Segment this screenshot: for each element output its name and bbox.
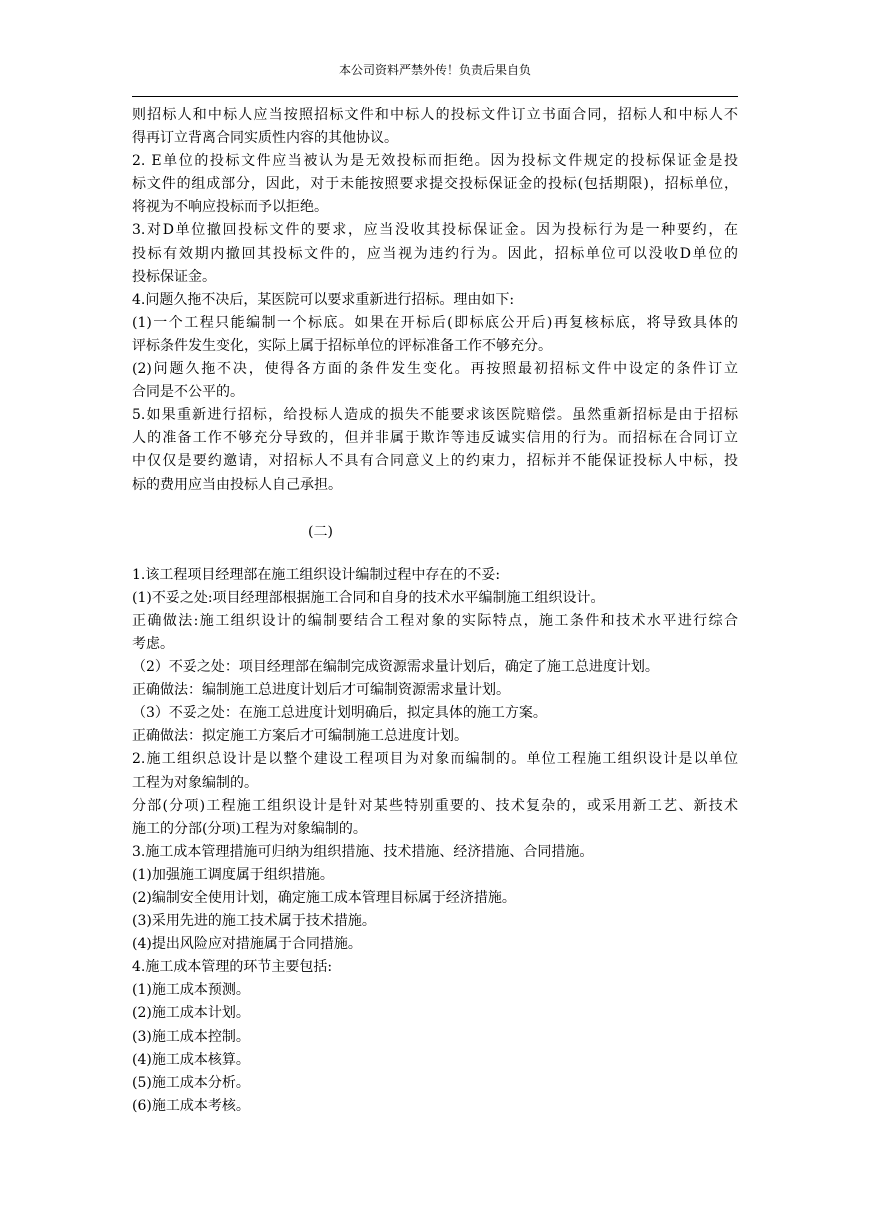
page-header-notice: 本公司资料严禁外传！负责后果自负 bbox=[338, 63, 531, 77]
text-line: (5)施工成本分析。 bbox=[132, 1074, 250, 1091]
text-line: (1)不妥之处:项目经理部根据施工合同和自身的技术水平编制施工组织设计。 bbox=[132, 589, 605, 606]
blank-line bbox=[132, 544, 738, 564]
text-line: （3）不妥之处：在施工总进度计划明确后，拟定具体的施工方案。 bbox=[132, 705, 547, 722]
text-line: 工程为对象编制的。 bbox=[132, 774, 258, 791]
text-line: (6)施工成本考核。 bbox=[132, 1097, 250, 1114]
text-line: 将视为不响应投标而予以拒绝。 bbox=[132, 199, 328, 216]
text-line: (2)施工成本计划。 bbox=[132, 1005, 250, 1022]
text-line: (1)加强施工调度属于组织措施。 bbox=[132, 866, 334, 883]
section-heading: (二) bbox=[308, 523, 333, 540]
blank-line bbox=[132, 497, 738, 521]
text-line: 正确做法:施工组织设计的编制要结合工程对象的实际特点，施工条件和技术水平进行综合 bbox=[132, 612, 738, 629]
text-line: 得再订立背离合同实质性内容的其他协议。 bbox=[132, 130, 398, 147]
text-line: (1)施工成本预测。 bbox=[132, 982, 250, 999]
text-line: 施工的分部(分项)工程为对象编制的。 bbox=[132, 820, 367, 837]
text-line: 3.施工成本管理措施可归纳为组织措施、技术措施、经济措施、合同措施。 bbox=[132, 843, 594, 860]
text-line: 投标保证金。 bbox=[132, 268, 216, 285]
text-line: 考虑。 bbox=[132, 635, 174, 652]
text-line: （2）不妥之处：项目经理部在编制完成资源需求量计划后，确定了施工总进度计划。 bbox=[132, 659, 659, 676]
text-line: 人的准备工作不够充分导致的，但并非属于欺诈等违反诚实信用的行为。而招标在合同订立 bbox=[132, 430, 738, 447]
text-line: 分部(分项)工程施工组织设计是针对某些特别重要的、技术复杂的，或采用新工艺、新技术 bbox=[132, 797, 738, 814]
text-line: 正确做法：拟定施工方案后才可编制施工总进度计划。 bbox=[132, 728, 468, 745]
text-line: (2)编制安全使用计划，确定施工成本管理目标属于经济措施。 bbox=[132, 890, 516, 906]
text-line: (4)施工成本核算。 bbox=[132, 1051, 250, 1068]
text-line: (4)提出风险应对措施属于合同措施。 bbox=[132, 936, 362, 953]
text-line: 标文件的组成部分，因此，对于未能按照要求提交投标保证金的投标(包括期限)，招标单位， bbox=[132, 176, 738, 193]
text-line: 4.问题久拖不决后，某医院可以要求重新进行招标。理由如下: bbox=[132, 291, 515, 308]
text-line: 投标有效期内撤回其投标文件的，应当视为违约行为。因此，招标单位可以没收D单位的 bbox=[132, 245, 738, 262]
text-line: (1)一个工程只能编制一个标底。如果在开标后(即标底公开后)再复核标底，将导致具体的 bbox=[132, 314, 738, 331]
text-line: 中仅仅是要约邀请，对招标人不具有合同意义上的约束力，招标并不能保证投标人中标，投 bbox=[132, 453, 738, 470]
text-line: 评标条件发生变化，实际上属于招标单位的评标准备工作不够充分。 bbox=[132, 337, 552, 354]
text-line: 2. E单位的投标文件应当被认为是无效投标而拒绝。因为投标文件规定的投标保证金是投 bbox=[132, 153, 738, 170]
text-line: 标的费用应当由投标人自己承担。 bbox=[132, 476, 342, 493]
text-line: 则招标人和中标人应当按照招标文件和中标人的投标文件订立书面合同，招标人和中标人不 bbox=[132, 107, 738, 123]
header-divider bbox=[132, 96, 738, 97]
text-line: 2.施工组织总设计是以整个建设工程项目为对象而编制的。单位工程施工组织设计是以单位 bbox=[132, 751, 738, 768]
text-line: 5.如果重新进行招标，给投标人造成的损失不能要求该医院赔偿。虽然重新招标是由于招标 bbox=[132, 407, 738, 424]
text-line: 4.施工成本管理的环节主要包括: bbox=[132, 959, 333, 976]
text-line: 1.该工程项目经理部在施工组织设计编制过程中存在的不妥: bbox=[132, 566, 501, 583]
text-line: (3)采用先进的施工技术属于技术措施。 bbox=[132, 913, 376, 930]
text-line: 正确做法：编制施工总进度计划后才可编制资源需求量计划。 bbox=[132, 682, 510, 699]
document-body bbox=[132, 104, 738, 1118]
text-line: 3.对D单位撤回投标文件的要求，应当没收其投标保证金。因为投标行为是一种要约，在 bbox=[132, 222, 738, 239]
text-line: (2)问题久拖不决，使得各方面的条件发生变化。再按照最初招标文件中设定的条件订立 bbox=[132, 361, 738, 378]
text-line: (3)施工成本控制。 bbox=[132, 1028, 250, 1045]
text-line: 合同是不公平的。 bbox=[132, 384, 244, 401]
